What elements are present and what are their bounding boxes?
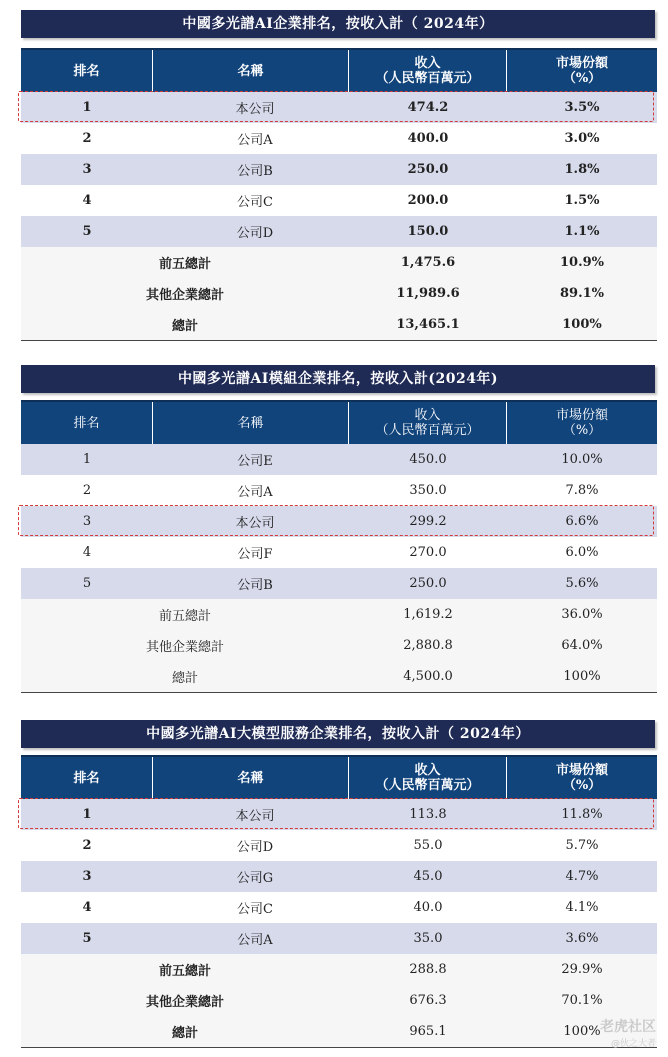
ranking-table [21, 48, 657, 341]
revenue-cell: 4,500.0 [403, 669, 453, 684]
table-row [21, 923, 657, 954]
table-row [21, 568, 657, 599]
name-cell: 本公司 [235, 809, 275, 824]
revenue-cell: 288.8 [409, 962, 447, 977]
name-cell: 公司B [237, 164, 273, 179]
table-title: 中國多光譜AI企業排名，按收入計（ 2024年） [21, 10, 655, 38]
revenue-cell: 200.0 [407, 193, 449, 208]
share-cell: 10.9% [559, 255, 604, 270]
share-cell: 5.7% [565, 838, 599, 853]
name-cell: 公司D [236, 840, 274, 855]
total-row [21, 309, 657, 340]
total-label: 前五總計 [158, 609, 211, 624]
total-label: 總計 [171, 671, 198, 686]
share-cell: 11.8% [561, 807, 603, 822]
name-cell: 公司B [237, 578, 273, 593]
share-cell: 5.6% [565, 576, 599, 591]
rank-cell: 1 [82, 452, 92, 467]
revenue-cell: 450.0 [409, 452, 447, 467]
share-cell: 100% [563, 1024, 601, 1039]
total-label: 前五總計 [158, 964, 211, 979]
revenue-cell: 1,475.6 [400, 255, 456, 270]
share-cell: 3.0% [564, 131, 600, 146]
share-cell: 100% [563, 669, 601, 684]
total-label: 其他企業總計 [145, 995, 224, 1010]
total-label: 總計 [171, 1026, 198, 1041]
header-revenue: 收入 （人民幣百萬元） [349, 50, 507, 92]
revenue-cell: 299.2 [409, 514, 447, 529]
table-row [21, 444, 657, 475]
revenue-cell: 2,880.8 [403, 638, 453, 653]
header-rank: 排名 [21, 757, 153, 799]
table-row [21, 861, 657, 892]
share-cell: 36.0% [561, 607, 603, 622]
table-row [21, 830, 657, 861]
rank-cell: 3 [82, 162, 92, 177]
watermark-sub: @伙之大者 [610, 1039, 656, 1049]
name-cell: 公司D [236, 226, 274, 241]
header-revenue: 收入 （人民幣百萬元） [349, 757, 507, 799]
header-name: 名稱 [153, 402, 349, 444]
revenue-cell: 45.0 [413, 869, 443, 884]
total-row [21, 985, 657, 1016]
share-cell: 4.1% [565, 900, 599, 915]
table-row [21, 123, 657, 154]
table-header [21, 48, 657, 92]
revenue-cell: 113.8 [409, 807, 447, 822]
share-cell: 6.0% [565, 545, 599, 560]
rank-cell: 2 [82, 483, 92, 498]
rank-cell: 2 [82, 838, 92, 853]
total-row [21, 247, 657, 278]
share-cell: 29.9% [561, 962, 603, 977]
total-label: 其他企業總計 [145, 288, 224, 303]
share-cell: 100% [562, 317, 602, 332]
watermark [600, 1016, 656, 1049]
rank-cell: 5 [82, 576, 92, 591]
rank-cell: 4 [82, 545, 92, 560]
header-name: 名稱 [153, 50, 349, 92]
share-cell: 6.6% [565, 514, 599, 529]
name-cell: 本公司 [235, 102, 275, 117]
rank-cell: 2 [82, 131, 92, 146]
table-row [21, 475, 657, 506]
revenue-cell: 250.0 [407, 162, 449, 177]
rank-cell: 5 [82, 931, 92, 946]
table-row [21, 154, 657, 185]
share-cell: 1.5% [564, 193, 600, 208]
ranking-table [21, 755, 657, 1048]
rank-cell: 3 [82, 869, 92, 884]
name-cell: 公司A [237, 485, 273, 500]
header-rank: 排名 [21, 402, 153, 444]
name-cell: 本公司 [235, 516, 275, 531]
total-label: 前五總計 [158, 257, 211, 272]
share-cell: 1.8% [564, 162, 600, 177]
revenue-cell: 270.0 [409, 545, 447, 560]
total-row [21, 954, 657, 985]
share-cell: 10.0% [561, 452, 603, 467]
table-row [21, 185, 657, 216]
table-row [21, 892, 657, 923]
table-row [21, 537, 657, 568]
table-row [21, 216, 657, 247]
table-row [21, 506, 657, 537]
table-title: 中國多光譜AI大模型服務企業排名，按收入計（ 2024年） [21, 720, 655, 748]
table-title: 中國多光譜AI模組企業排名，按收入計(2024年) [21, 365, 655, 393]
revenue-cell: 35.0 [413, 931, 443, 946]
name-cell: 公司G [236, 871, 274, 886]
table-row [21, 92, 657, 123]
revenue-cell: 13,465.1 [396, 317, 460, 332]
rank-cell: 4 [82, 900, 92, 915]
name-cell: 公司F [237, 547, 273, 562]
name-cell: 公司A [237, 133, 273, 148]
ranking-table [21, 400, 657, 693]
revenue-cell: 350.0 [409, 483, 447, 498]
watermark-main: 老虎社区 [600, 1019, 656, 1035]
name-cell: 公司C [237, 195, 273, 210]
total-row [21, 278, 657, 309]
share-cell: 64.0% [561, 638, 603, 653]
total-row [21, 661, 657, 692]
header-name: 名稱 [153, 757, 349, 799]
rank-cell: 4 [82, 193, 92, 208]
share-cell: 1.1% [564, 224, 600, 239]
revenue-cell: 11,989.6 [396, 286, 460, 301]
share-cell: 3.5% [564, 100, 600, 115]
total-label: 其他企業總計 [145, 640, 224, 655]
header-share: 市場份額 （%） [555, 408, 608, 438]
total-row [21, 1016, 657, 1047]
revenue-cell: 1,619.2 [403, 607, 453, 622]
revenue-cell: 965.1 [409, 1024, 447, 1039]
name-cell: 公司C [237, 902, 273, 917]
rank-cell: 1 [82, 807, 92, 822]
table-row [21, 799, 657, 830]
share-cell: 7.8% [565, 483, 599, 498]
revenue-cell: 150.0 [407, 224, 449, 239]
header-share: 市場份額 （%） [555, 763, 608, 793]
share-cell: 4.7% [565, 869, 599, 884]
share-cell: 70.1% [561, 993, 603, 1008]
header-share: 市場份額 （%） [555, 56, 608, 86]
name-cell: 公司E [237, 454, 273, 469]
header-rank: 排名 [21, 50, 153, 92]
revenue-cell: 250.0 [409, 576, 447, 591]
table-header [21, 755, 657, 799]
header-revenue: 收入 （人民幣百萬元） [349, 402, 507, 444]
revenue-cell: 400.0 [407, 131, 449, 146]
total-label: 總計 [171, 319, 198, 334]
revenue-cell: 474.2 [407, 100, 449, 115]
rank-cell: 5 [82, 224, 92, 239]
revenue-cell: 676.3 [409, 993, 447, 1008]
total-row [21, 599, 657, 630]
revenue-cell: 55.0 [413, 838, 443, 853]
revenue-cell: 40.0 [413, 900, 443, 915]
rank-cell: 3 [82, 514, 92, 529]
rank-cell: 1 [82, 100, 92, 115]
total-row [21, 630, 657, 661]
share-cell: 89.1% [559, 286, 604, 301]
name-cell: 公司A [237, 933, 273, 948]
table-header [21, 400, 657, 444]
share-cell: 3.6% [565, 931, 599, 946]
